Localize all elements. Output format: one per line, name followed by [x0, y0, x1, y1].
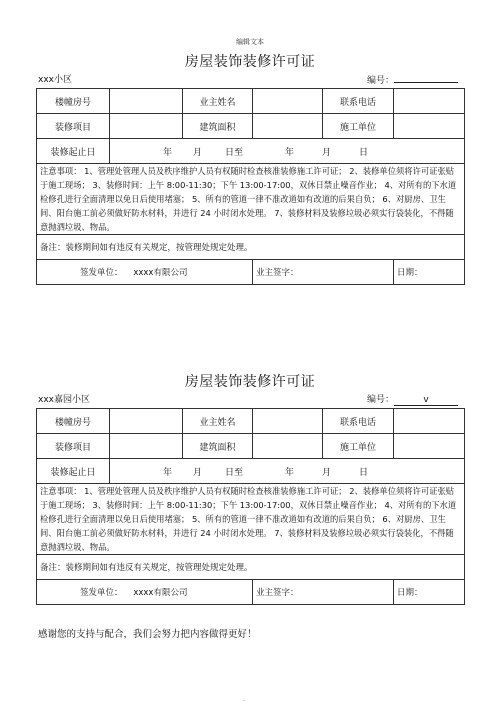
construction-unit-field[interactable] — [394, 434, 465, 459]
date-cell[interactable] — [394, 580, 465, 605]
contact-phone-label: 联系电话 — [323, 409, 394, 434]
owner-sign-label: 业主签字： — [256, 588, 299, 598]
owner-name-label: 业主姓名 — [183, 409, 253, 434]
remark-text: 备注：装修期间如有违反有关规定，按管理处规定处理。 — [37, 555, 465, 580]
date-label: 日期： — [397, 268, 423, 278]
serial-number — [367, 72, 458, 89]
owner-name-field[interactable] — [253, 409, 323, 434]
date-day-to: 日至 — [225, 147, 244, 158]
remark-text: 备注：装修期间如有违反有关规定，按管理处规定处理。 — [37, 235, 465, 260]
issuer-cell — [37, 580, 253, 605]
permit-title: 房屋装饰装修许可证 — [184, 54, 316, 70]
serial-number — [367, 392, 458, 408]
date-year2: 年 — [285, 467, 295, 478]
issuer-name: xxxx有限公司 — [133, 268, 188, 278]
page-dot: . — [243, 696, 245, 703]
period-field[interactable] — [110, 459, 465, 484]
contact-phone-field[interactable] — [394, 89, 465, 114]
date-month2: 月 — [322, 467, 332, 478]
period-field[interactable] — [110, 139, 465, 164]
date-day2: 日 — [359, 147, 369, 158]
project-field[interactable] — [110, 114, 183, 139]
building-room-label: 楼幢房号 — [37, 89, 110, 114]
edit-text-header: 编辑文本 — [236, 38, 264, 46]
construction-unit-field[interactable] — [394, 114, 465, 139]
date-year2: 年 — [285, 147, 295, 158]
construction-unit-label: 施工单位 — [323, 434, 394, 459]
owner-sign-cell[interactable] — [253, 260, 394, 285]
owner-sign-label: 业主签字： — [256, 268, 299, 278]
building-room-field[interactable] — [110, 409, 183, 434]
notes-text: 注意事项： 1、管理处管理人员及秩序维护人员有权随时检查核准装修施工许可证； 2、装修单位须将许可证张贴于施工现场； 3、装修时间：上午 8:00-11:30；下午 13:00-17:00，双休日禁止噪音作业； 4、对所有的下水道检修孔进行全面清理以免日后使用堵塞； 5、所有的管道一律不准改道如有改道的后果自负； 6、对厨房、卫生间、阳台施工前必须做好防水材料，并进行 24 小时闭水处理。 7、装修材料及装修垃圾必须实行袋装化，不得随意抛洒垃圾、物品。 — [37, 484, 465, 555]
date-label: 日期： — [397, 588, 423, 598]
owner-name-field[interactable] — [253, 89, 323, 114]
period-label: 装修起止日 — [37, 139, 110, 164]
date-month: 月 — [193, 467, 203, 478]
contact-phone-field[interactable] — [394, 409, 465, 434]
owner-name-label: 业主姓名 — [183, 89, 253, 114]
permit-table — [36, 88, 465, 285]
building-room-label: 楼幢房号 — [37, 409, 110, 434]
building-room-field[interactable] — [110, 89, 183, 114]
building-area-field[interactable] — [253, 114, 323, 139]
serial-label: 编号： — [366, 76, 394, 86]
thanks-note: 感谢您的支持与配合，我们会努力把内容做得更好！ — [38, 629, 257, 640]
date-day2: 日 — [359, 467, 369, 478]
period-label: 装修起止日 — [37, 459, 110, 484]
building-area-label: 建筑面积 — [183, 434, 253, 459]
serial-value-field[interactable] — [394, 72, 458, 83]
date-month2: 月 — [322, 147, 332, 158]
serial-value-field[interactable]: v — [394, 395, 458, 406]
permit-meta — [36, 392, 464, 408]
contact-phone-label: 联系电话 — [323, 89, 394, 114]
project-label: 装修项目 — [37, 434, 110, 459]
permit-form-1 — [36, 52, 464, 285]
permit-meta — [36, 72, 464, 88]
issuer-label: 签发单位： — [80, 588, 123, 598]
owner-sign-cell[interactable] — [253, 580, 394, 605]
community-name: xxx嘉园小区 — [38, 395, 90, 405]
permit-title: 房屋装饰装修许可证 — [184, 374, 316, 390]
notes-text: 注意事项： 1、管理处管理人员及秩序维护人员有权随时检查核准装修施工许可证； 2、装修单位须将许可证张贴于施工现场； 3、装修时间：上午 8:00-11:30；下午 13:00-17:00，双休日禁止噪音作业； 4、对所有的下水道检修孔进行全面清理以免日后使用堵塞； 5、所有的管道一律不准改道如有改道的后果自负； 6、对厨房、卫生间、阳台施工前必须做好防水材料，并进行 24 小时闭水处理。 7、装修材料及装修垃圾必须实行袋装化，不得随意抛洒垃圾、物品。 — [37, 164, 465, 235]
issuer-cell — [37, 260, 253, 285]
issuer-name: xxxx有限公司 — [133, 588, 188, 598]
project-field[interactable] — [110, 434, 183, 459]
building-area-label: 建筑面积 — [183, 114, 253, 139]
project-label: 装修项目 — [37, 114, 110, 139]
building-area-field[interactable] — [253, 434, 323, 459]
construction-unit-label: 施工单位 — [323, 114, 394, 139]
date-year: 年 — [163, 147, 173, 158]
permit-table — [36, 408, 465, 605]
date-month: 月 — [193, 147, 203, 158]
permit-form-2 — [36, 372, 464, 605]
issuer-label: 签发单位： — [80, 268, 123, 278]
community-name: xxx小区 — [38, 75, 72, 85]
date-day-to: 日至 — [225, 467, 244, 478]
date-cell[interactable] — [394, 260, 465, 285]
serial-label: 编号： — [366, 395, 394, 405]
date-year: 年 — [163, 467, 173, 478]
